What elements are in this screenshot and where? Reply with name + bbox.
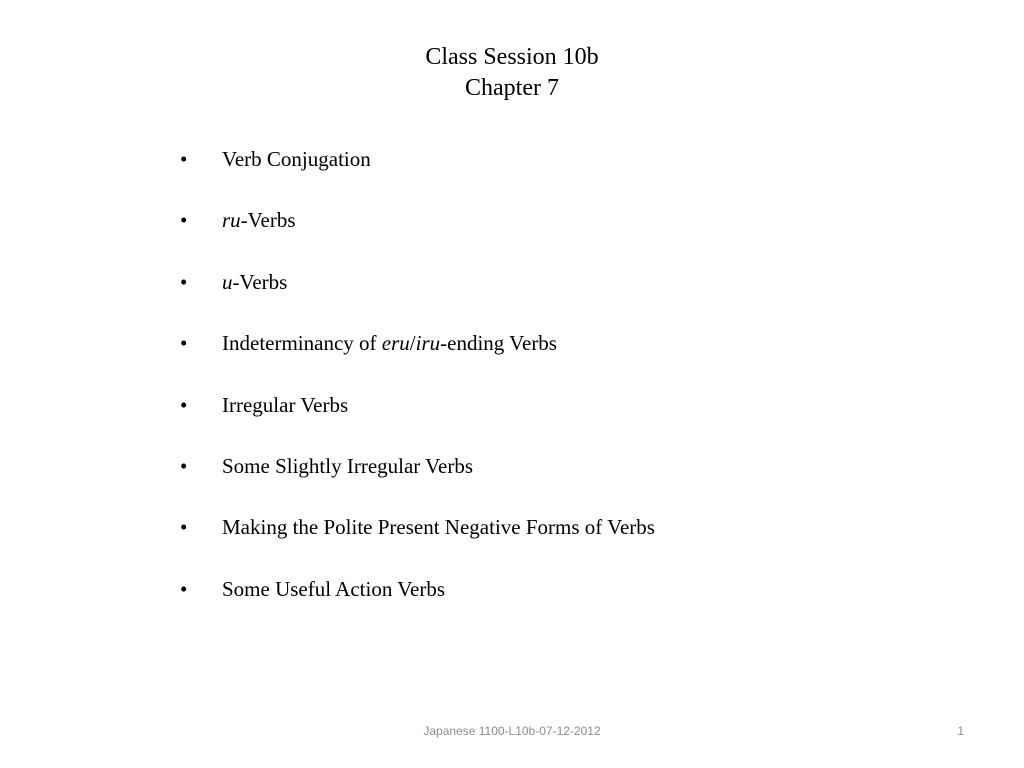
bullet-text-part: Some Slightly Irregular Verbs bbox=[222, 453, 473, 478]
bullet-text bbox=[222, 204, 296, 236]
bullet-icon: • bbox=[180, 331, 188, 356]
bullet-text bbox=[222, 266, 287, 298]
bullet-icon: • bbox=[180, 269, 188, 294]
bullet-text-part: u bbox=[222, 269, 233, 294]
footer-text: Japanese 1100-L10b-07-12-2012 bbox=[423, 724, 601, 738]
bullet-text-part: Irregular Verbs bbox=[222, 392, 349, 417]
bullet-text-part: -ending Verbs bbox=[440, 331, 557, 356]
bullet-text-part: Indeterminancy of bbox=[222, 331, 382, 356]
slide-title bbox=[0, 42, 1024, 104]
bullet-icon: • bbox=[180, 208, 188, 233]
bullet-icon: • bbox=[180, 453, 188, 478]
bullet-text-part: ru bbox=[222, 208, 241, 233]
bullet-text-part: / bbox=[409, 331, 416, 356]
bullet-text bbox=[222, 511, 655, 543]
bullet-text-part: iru bbox=[415, 331, 441, 356]
bullet-text bbox=[222, 450, 473, 482]
page-number: 1 bbox=[957, 724, 964, 738]
bullet-text bbox=[222, 327, 557, 359]
title-line-1: Class Session 10b bbox=[425, 44, 599, 70]
bullet-text-part: -Verbs bbox=[240, 208, 296, 233]
bullet-icon: • bbox=[180, 392, 188, 417]
bullet-icon: • bbox=[180, 147, 188, 171]
bullet-text bbox=[222, 389, 348, 421]
bullet-text bbox=[222, 143, 371, 175]
bullet-icon: • bbox=[180, 515, 188, 540]
bullet-text-part: -Verbs bbox=[232, 269, 288, 294]
bullet-text bbox=[222, 573, 445, 605]
bullet-text-part: Some Useful Action Verbs bbox=[222, 576, 446, 601]
bullet-text-part: Verb Conjugation bbox=[222, 147, 371, 171]
bullet-icon: • bbox=[180, 576, 188, 601]
title-line-2: Chapter 7 bbox=[465, 75, 559, 101]
bullet-text-part: Making the Polite Present Negative Forms of Verbs bbox=[222, 515, 655, 540]
bullet-text-part: eru bbox=[381, 331, 410, 356]
